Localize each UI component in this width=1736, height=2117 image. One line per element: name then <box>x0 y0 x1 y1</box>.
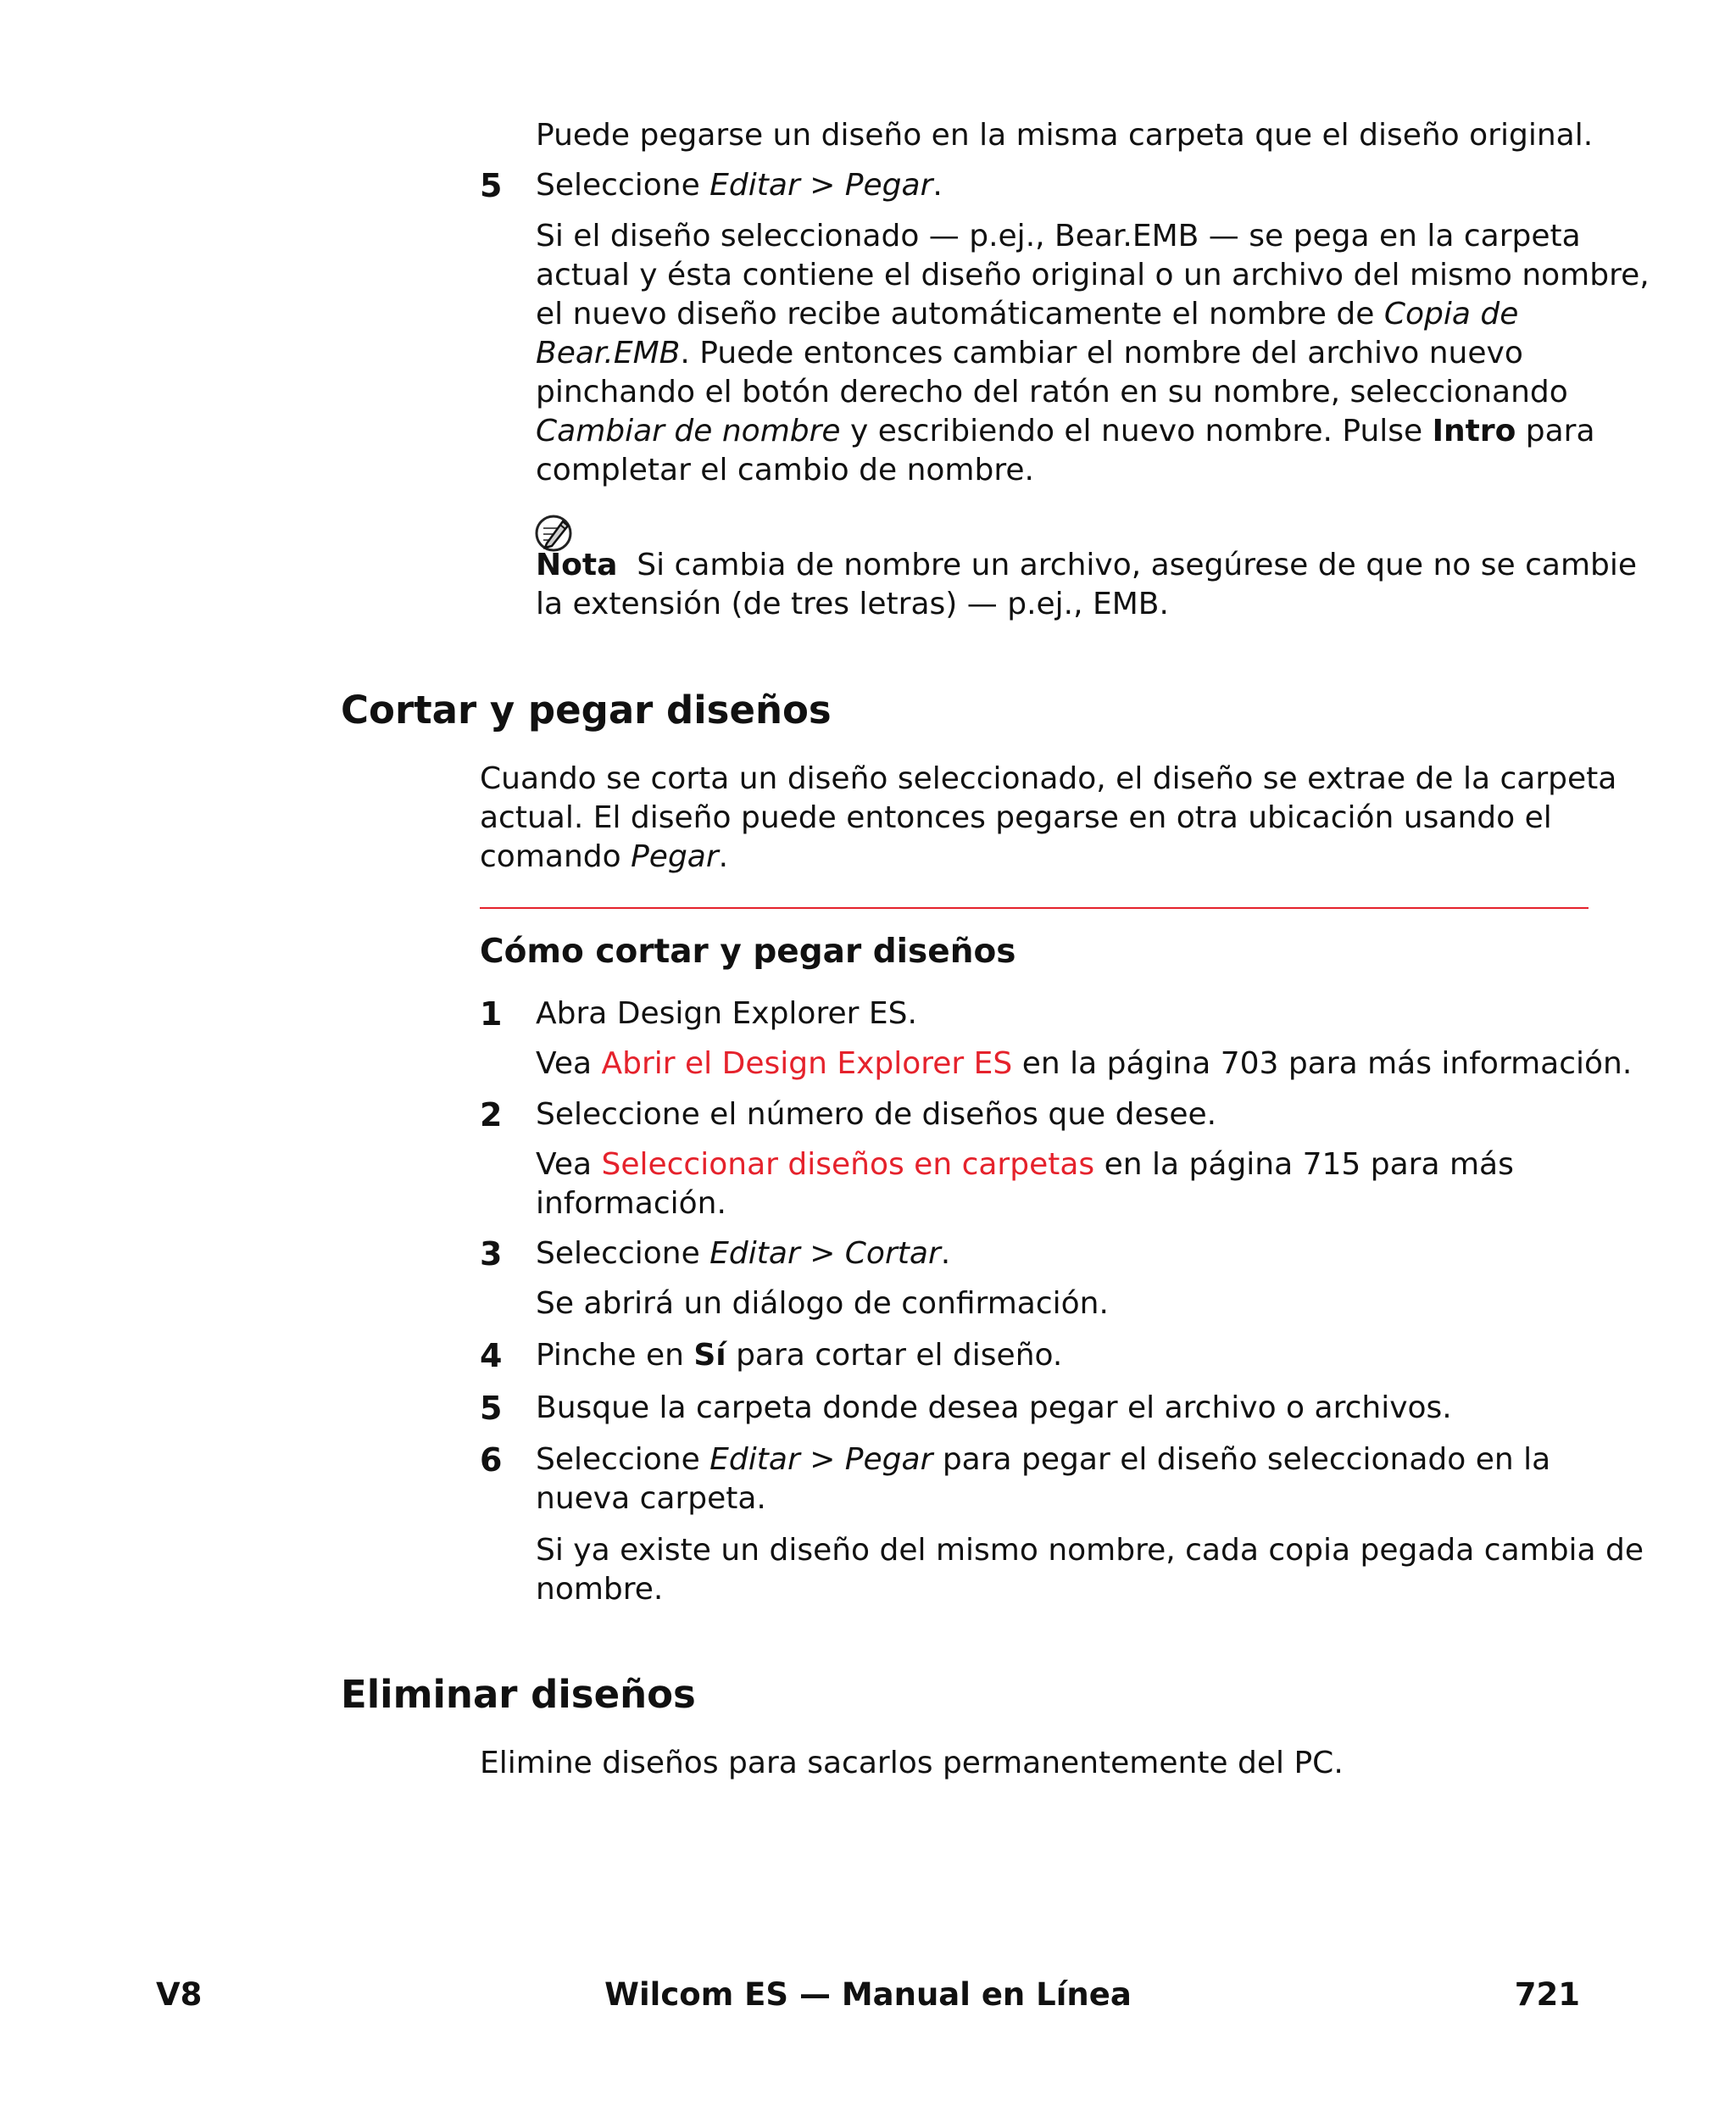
desc-italic: Copia de <box>1383 297 1519 331</box>
footer-version: V8 <box>156 1976 203 2013</box>
note-line2: la extensión (de tres letras) — p.ej., EMB. <box>536 587 1169 621</box>
step-text-post: para pegar el diseño seleccionado en la <box>932 1442 1551 1477</box>
step-text <box>536 1234 950 1273</box>
para-line: actual. El diseño puede entonces pegarse en otra ubicación usando el <box>480 800 1552 835</box>
para-text: comando <box>480 839 632 874</box>
desc-italic: Cambiar de nombre <box>536 414 841 448</box>
result-text: Si ya existe un diseño del mismo nombre, cada copia pegada cambia de <box>536 1533 1644 1568</box>
step-text-post: . <box>940 1236 951 1271</box>
desc-text: para <box>1516 414 1595 448</box>
section-heading: Cortar y pegar diseños <box>341 688 832 733</box>
step-number: 3 <box>480 1235 503 1273</box>
desc-line <box>536 219 1581 253</box>
step-text-line2: nueva carpeta. <box>536 1481 766 1516</box>
ref-text: en la página 703 para más información. <box>1012 1046 1633 1081</box>
desc-line <box>536 336 1523 370</box>
step-text <box>536 166 943 205</box>
desc-italic: Bear.EMB <box>536 336 681 370</box>
desc-text: pinchando el botón derecho del ratón en su nombre, seleccionando <box>536 375 1568 409</box>
note-line1: Si cambia de nombre un archivo, asegúrese de que no se cambie <box>617 548 1638 582</box>
menu-path: Editar > Pegar <box>709 1442 933 1477</box>
ref-text: Vea <box>536 1147 602 1182</box>
desc-text: y escribiendo el nuevo nombre. Pulse <box>840 414 1433 448</box>
ref-text: Vea <box>536 1046 602 1081</box>
para-italic: Pegar <box>631 839 719 874</box>
note-label: Nota <box>536 548 618 582</box>
step-text: Seleccione el número de diseños que desee. <box>536 1097 1217 1132</box>
step-text-pre: Seleccione <box>536 168 710 203</box>
desc-line <box>536 258 1650 292</box>
step-result <box>536 1531 1644 1609</box>
ref-text: en la página 715 para más <box>1094 1147 1514 1182</box>
procedure-heading: Cómo cortar y pegar diseños <box>480 933 1016 971</box>
ref-text: información. <box>536 1186 726 1221</box>
step-text-post: . <box>932 168 943 203</box>
desc-line <box>536 453 1034 487</box>
step-reference <box>536 1145 1514 1223</box>
desc-line <box>536 297 1518 331</box>
section-paragraph: Elimine diseños para sacarlos permanentemente del PC. <box>480 1746 1344 1780</box>
footer-page-number: 721 <box>1514 1976 1580 2013</box>
section-paragraph <box>480 760 1616 877</box>
para-line: Cuando se corta un diseño seleccionado, el diseño se extrae de la carpeta <box>480 761 1617 796</box>
step-text: Busque la carpeta donde desea pegar el archivo o archivos. <box>536 1390 1452 1425</box>
desc-text: Si el diseño seleccionado — p.ej., Bear.EMB — se pega en la carpeta <box>536 219 1581 253</box>
footer-title: Wilcom ES — Manual en Línea <box>604 1976 1132 2013</box>
step-number: 5 <box>480 167 503 204</box>
step-result: Se abrirá un diálogo de confirmación. <box>536 1286 1109 1321</box>
para-text: . <box>718 839 729 874</box>
step-number: 5 <box>480 1390 503 1427</box>
divider-rule <box>480 907 1589 909</box>
desc-bold: Intro <box>1432 414 1516 448</box>
desc-text: actual y ésta contiene el diseño original o un archivo del mismo nombre, <box>536 258 1650 292</box>
step-number: 2 <box>480 1096 503 1134</box>
link-abrir-design-explorer[interactable]: Abrir el Design Explorer ES <box>601 1046 1013 1081</box>
desc-text: el nuevo diseño recibe automáticamente el nombre de <box>536 297 1384 331</box>
step-text-post: para cortar el diseño. <box>726 1338 1063 1373</box>
link-seleccionar-disenos[interactable]: Seleccionar diseños en carpetas <box>601 1147 1095 1182</box>
step-number: 4 <box>480 1337 503 1374</box>
step-reference <box>536 1045 1632 1084</box>
step-text <box>536 1440 1550 1518</box>
step-text-pre: Seleccione <box>536 1236 710 1271</box>
para-line <box>480 839 728 874</box>
step-description <box>536 217 1650 490</box>
step-text-pre: Pinche en <box>536 1338 694 1373</box>
step-number: 6 <box>480 1441 503 1479</box>
step-number: 1 <box>480 995 503 1033</box>
result-text: nombre. <box>536 1572 664 1607</box>
step-text: Abra Design Explorer ES. <box>536 996 917 1031</box>
menu-path: Editar > Cortar <box>709 1236 941 1271</box>
note-text <box>536 546 1637 624</box>
desc-text: completar el cambio de nombre. <box>536 453 1034 487</box>
step-text-pre: Seleccione <box>536 1442 710 1477</box>
step-text <box>536 1336 1062 1375</box>
section-heading: Eliminar diseños <box>341 1672 696 1717</box>
desc-line <box>536 414 1595 448</box>
desc-text: . Puede entonces cambiar el nombre del archivo nuevo <box>680 336 1523 370</box>
desc-line <box>536 375 1568 409</box>
menu-path: Editar > Pegar <box>709 168 933 203</box>
button-name: Sí <box>693 1338 726 1373</box>
continuation-text: Puede pegarse un diseño en la misma carpeta que el diseño original. <box>536 118 1594 153</box>
